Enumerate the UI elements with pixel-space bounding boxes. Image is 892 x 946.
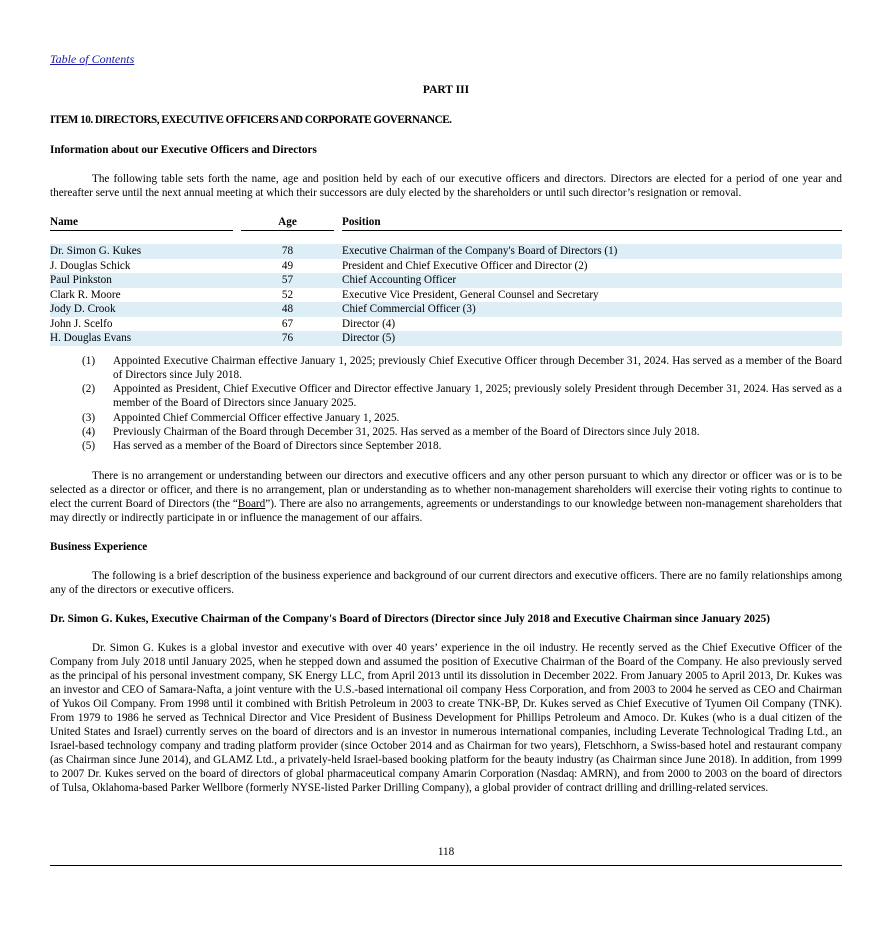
cell-age: 48 (241, 302, 334, 317)
cell-name: H. Douglas Evans (50, 331, 233, 346)
table-row (50, 331, 842, 346)
cell-age: 57 (241, 273, 334, 288)
cell-age: 67 (281, 317, 294, 330)
footnote-number: (3) (82, 411, 96, 424)
officers-table (50, 215, 842, 346)
header-name: Name (50, 215, 233, 231)
footnote-text: Appointed Executive Chairman effective January 1, 2025; previously Chief Executive Officer through December 31, 2024. Has served as a member of the Board of Directors since July 2018. (113, 354, 842, 381)
business-intro-paragraph: The following is a brief description of the business experience and background of our current directors and executive officers. There are no family relationships among any of the directors or executive officers. (50, 569, 842, 596)
arrangement-paragraph: There is no arrangement or understanding between our directors and executive officers and any other person pursuant to which any director or officer was or is to be selected as a director or officer, and there is no arrangement, plan or understanding as to whether non-management shareholders will exercise their voting rights to continue to elect the current Board of Directors (the “Board”). There are also no arrangements, agreements or understandings to our knowledge between non-management shareholders that may directly or indirectly participate in or influence the management of our affairs. (50, 469, 842, 524)
info-heading: Information about our Executive Officers and Directors (50, 144, 317, 156)
cell-position: Chief Accounting Officer (342, 273, 842, 288)
table-of-contents-link[interactable]: Table of Contents (50, 52, 135, 66)
cell-name: Clark R. Moore (50, 288, 121, 301)
footnote-text: Appointed as President, Chief Executive Officer and Director effective January 1, 2025; previously solely President through December 31, 2024. Has served as a member of the Board of Directors since January 2025. (113, 383, 842, 410)
board-defined-term: Board (237, 497, 266, 510)
cell-name: J. Douglas Schick (50, 259, 131, 272)
cell-position: President and Chief Executive Officer and Director (2) (342, 259, 588, 272)
item-heading: ITEM 10. DIRECTORS, EXECUTIVE OFFICERS AND CORPORATE GOVERNANCE. (50, 114, 452, 126)
kukes-heading: Dr. Simon G. Kukes, Executive Chairman of the Company's Board of Directors (Director since July 2018 and Executive Chairman since January 2025) (50, 612, 770, 625)
intro-paragraph: The following table sets forth the name, age and position held by each of our executive officers and directors. Directors are elected for a period of one year and thereafter serve until the next annual meeting at which their successors are duly elected by the shareholders or until such director’s resignation or removal. (50, 173, 842, 199)
footnotes (50, 354, 842, 454)
page-footer (50, 845, 842, 866)
table-row (50, 302, 842, 317)
footnote-text: Appointed Chief Commercial Officer effective January 1, 2025. (113, 411, 400, 424)
cell-age: 78 (241, 244, 334, 259)
table-row (50, 244, 842, 259)
cell-age: 76 (241, 331, 334, 346)
cell-age: 49 (281, 259, 294, 272)
table-row (50, 317, 842, 332)
footnote-item (50, 382, 842, 411)
cell-position: Director (4) (342, 317, 396, 330)
document-page (50, 52, 842, 795)
header-position: Position (342, 215, 842, 231)
cell-name: Dr. Simon G. Kukes (50, 244, 233, 259)
footnote-text: Previously Chairman of the Board through December 31, 2025. Has served as a member of the Board of Directors since July 2018. (113, 425, 700, 438)
page-number: 118 (437, 846, 455, 858)
footnote-text: Has served as a member of the Board of Directors since September 2018. (113, 440, 442, 453)
cell-name: Paul Pinkston (50, 273, 233, 288)
footnote-item (50, 439, 842, 453)
part-heading: PART III (422, 84, 470, 96)
cell-position: Chief Commercial Officer (3) (342, 302, 842, 317)
table-row (50, 273, 842, 288)
footnote-item (50, 425, 842, 439)
footnote-number: (4) (82, 425, 96, 438)
cell-age: 52 (281, 288, 294, 301)
cell-position: Executive Chairman of the Company's Board of Directors (1) (342, 244, 842, 259)
footnote-number: (5) (82, 440, 96, 453)
footer-rule (50, 865, 842, 866)
cell-position: Director (5) (342, 331, 842, 346)
business-heading: Business Experience (50, 540, 148, 553)
cell-position: Executive Vice President, General Counsel and Secretary (342, 288, 599, 301)
table-row (50, 288, 842, 303)
table-header-row (50, 215, 842, 231)
cell-name: Jody D. Crook (50, 302, 233, 317)
footnote-number: (1) (82, 354, 96, 367)
footnote-item (50, 411, 842, 425)
footnote-item (50, 354, 842, 383)
cell-name: John J. Scelfo (50, 317, 113, 330)
footnote-number: (2) (82, 383, 96, 396)
header-age: Age (241, 215, 334, 231)
kukes-bio-paragraph: Dr. Simon G. Kukes is a global investor and executive with over 40 years’ experience in the oil industry. He recently served as the Chief Executive Officer of the Company from July 2018 until January 2025, when he stepped down and assumed the position of Executive Chairman of the Board of the Company. He also previously served as the principal of his personal investment company, SK Energy LLC, from April 2013 until its dissolution in December 2022. From January 2005 to April 2013, Dr. Kukes was an investor and CEO of Samara-Nafta, a joint venture with the U.S.-based international oil company Hess Corporation, and from 2003 to 2004 he served as CEO and Chairman of Yukos Oil Company. From 1998 until it combined with British Petroleum in 2003 to create TNK-BP, Dr. Kukes served as Chief Executive of Tyumen Oil Company (TNK). From 1979 to 1986 he served as Technical Director and Vice President of Business Development for Phillips Petroleum and Amoco. Dr. Kukes (who is a dual citizen of the United States and Israel) currently serves on the board of directors and is an investor in numerous international companies, including Leverate Technological Trading Ltd., an Israel-based technology company and trading platform provider (since October 2014 and as Chairman for two years), Fletschhorn, a Swiss-based hotel and restaurant company (as Chairman since June 2014), and GLAMZ Ltd., a privately-held Israel-based booking platform for the beauty industry (as Chairman since June 2018). In addition, from 1999 to 2007 Dr. Kukes served on the board of directors of global pharmaceutical company Amarin Corporation (Nasdaq: AMRN), and from 2000 to 2003 on the board of directors of Tulsa, Oklahoma-based Parker Wellbore (formerly NYSE-listed Parker Drilling Company), a global provider of contract drilling and drilling-related services. (50, 641, 842, 794)
table-row (50, 259, 842, 274)
